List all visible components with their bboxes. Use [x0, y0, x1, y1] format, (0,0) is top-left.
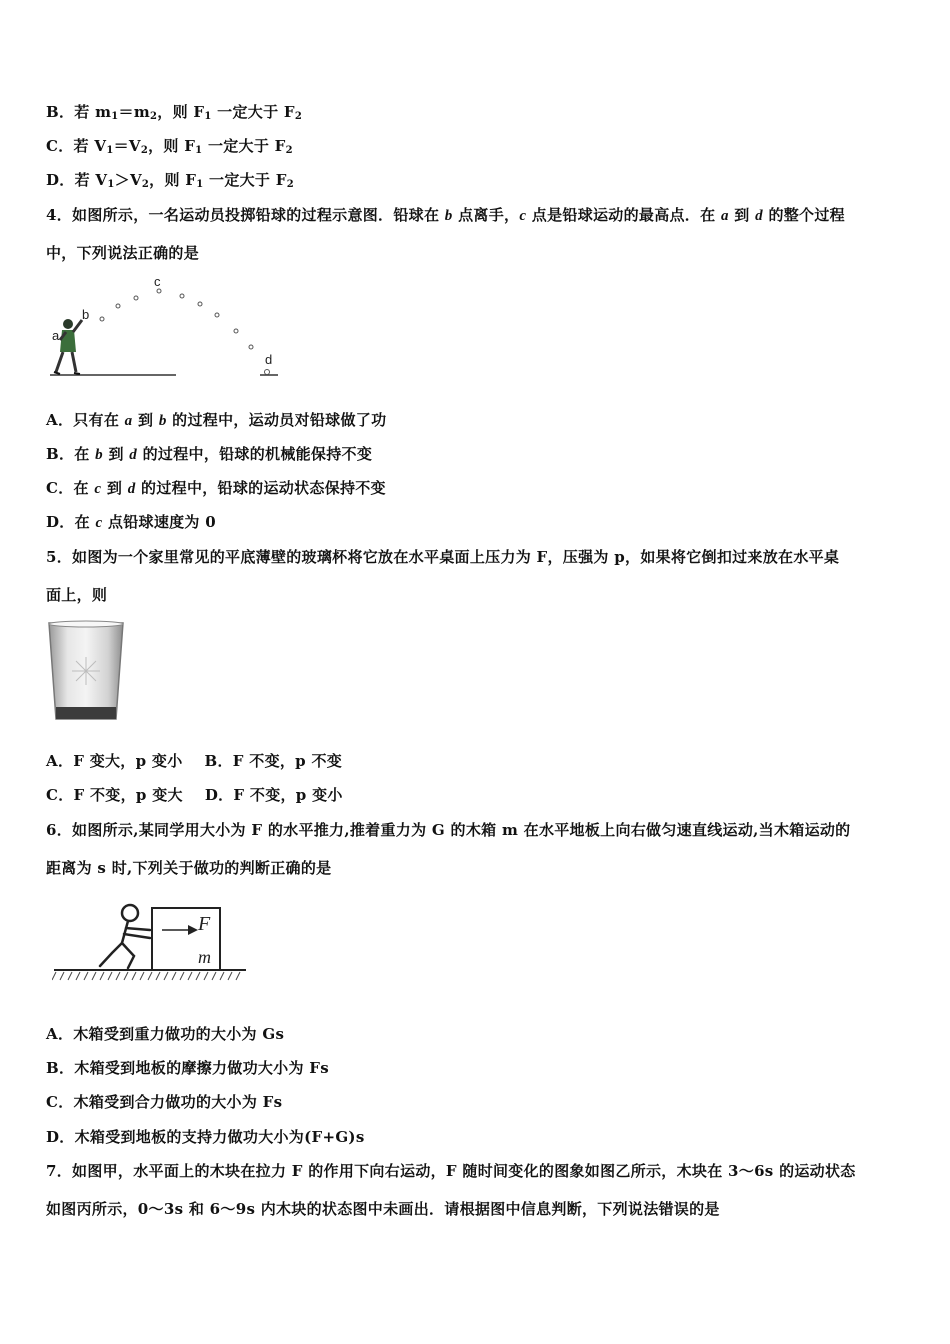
q4-option-d: D．在 c 点铅球速度为 0: [46, 513, 216, 531]
q4-option-a: A．只有在 a 到 b 的过程中，运动员对铅球做了功: [46, 411, 387, 429]
label-b: b: [82, 307, 90, 322]
person-icon: [100, 905, 150, 968]
label-a: a: [52, 328, 60, 343]
q5-option-a: A．F 变大，p 变小: [46, 752, 183, 770]
q4-stem-line2: 中，下列说法正确的是: [46, 244, 200, 262]
q5-option-d: D．F 不变，p 变小: [204, 786, 343, 804]
q7-stem-line1: 7．如图甲，水平面上的木块在拉力 F 的作用下向右运动，F 随时间变化的图象如图乙所示，木块在 3～6s 的运动状态: [46, 1162, 856, 1180]
q6-option-b: B．木箱受到地板的摩擦力做功大小为 Fs: [46, 1059, 329, 1077]
mass-label: m: [198, 947, 211, 967]
q6-option-d: D．木箱受到地板的支持力做功大小为(F+G)s: [46, 1128, 365, 1146]
label-d: d: [265, 352, 273, 367]
q5-options-row2: [46, 784, 343, 805]
q5-option-b: B．F 不变，p 不变: [204, 752, 343, 770]
force-label: F: [198, 913, 211, 935]
q4-stem-line1: 4．如图所示，一名运动员投掷铅球的过程示意图．铅球在 b 点离手，c 点是铅球运动的最高点．在 a 到 d 的整个过程: [46, 206, 845, 224]
q3-option-b: B．若 $m_1=m_2$，则 $F_1$ 一定大于 $F_2$: [46, 103, 303, 122]
q5-stem-line2: 面上，则: [46, 586, 108, 604]
q6-option-c: C．木箱受到合力做功的大小为 Fs: [46, 1093, 283, 1111]
q4-option-c: C．在 c 到 d 的过程中，铅球的运动状态保持不变: [46, 479, 386, 497]
label-c: c: [154, 274, 161, 289]
q6-option-a: A．木箱受到重力做功的大小为 Gs: [46, 1025, 285, 1043]
q5-stem-line1: 5．如图为一个家里常见的平底薄壁的玻璃杯将它放在水平桌面上压力为 F，压强为 p，如果将它倒扣过来放在水平桌: [46, 548, 840, 566]
q7-stem-line2: 如图丙所示，0～3s 和 6～9s 内木块的状态图中未画出．请根据图中信息判断，下列说法错误的是: [46, 1200, 720, 1218]
q3-option-d: D．若 $V_1>V_2$，则 $F_1$ 一定大于 $F_2$: [46, 171, 294, 190]
q3-option-c: C．若 $V_1=V_2$，则 $F_1$ 一定大于 $F_2$: [46, 137, 293, 156]
shot-put-figure: [46, 272, 286, 382]
pushing-box-figure: [52, 898, 252, 988]
q5-options-row1: [46, 750, 342, 771]
q6-stem-line1: 6．如图所示,某同学用大小为 F 的水平推力,推着重力为 G 的木箱 m 在水平地板上向右做匀速直线运动,当木箱运动的: [46, 821, 851, 839]
glass-cup-figure: [46, 619, 126, 729]
q5-option-c: C．F 不变，p 变大: [46, 786, 183, 804]
q6-stem-line2: 距离为 s 时,下列关于做功的判断正确的是: [46, 859, 332, 877]
q4-option-b: B．在 b 到 d 的过程中，铅球的机械能保持不变: [46, 445, 373, 463]
